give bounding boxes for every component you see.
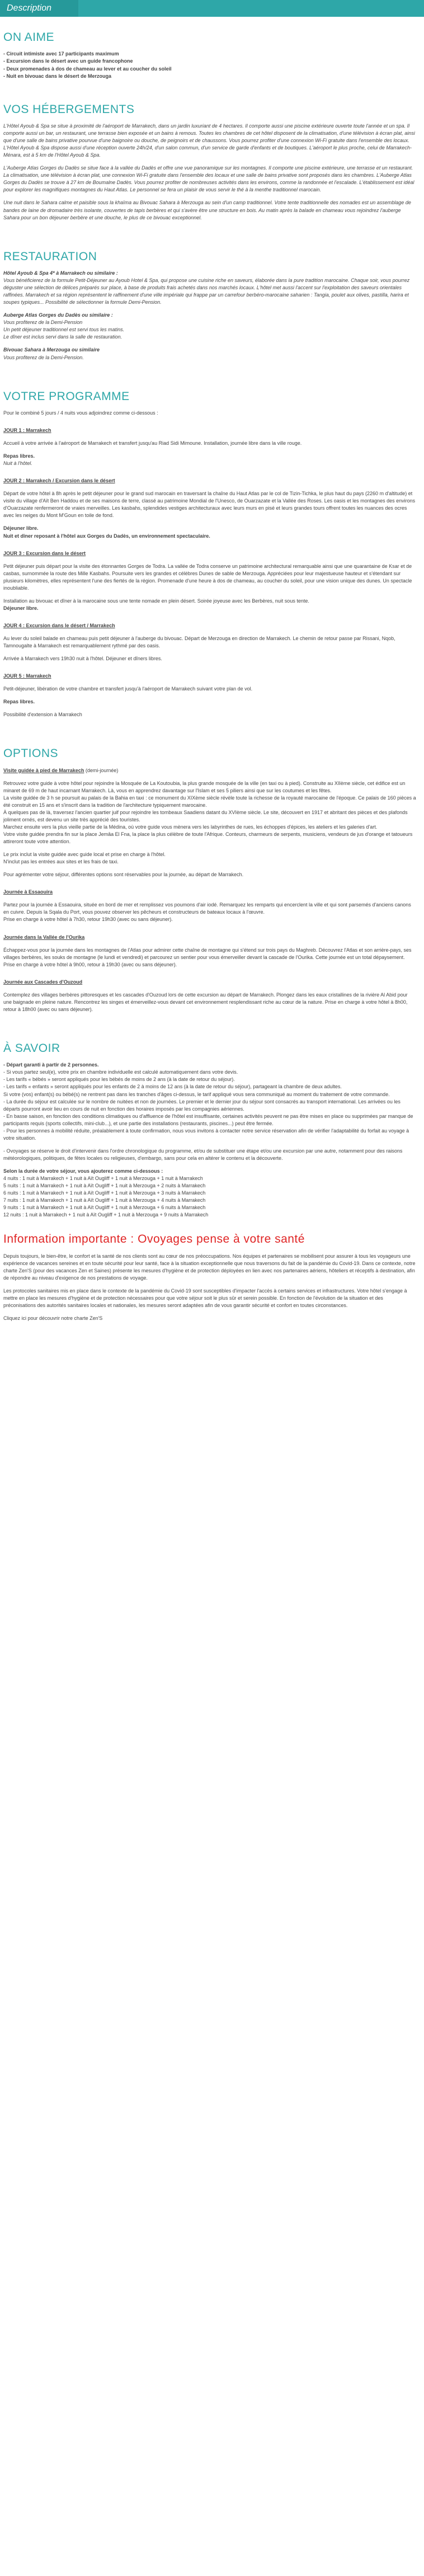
charte-link[interactable]: Cliquez ici pour découvrir notre charte Zen'S <box>3 1315 103 1322</box>
day-5-meals: Repas libres. <box>3 699 35 705</box>
on-aime-list <box>3 50 416 79</box>
day-2-text: Départ de votre hôtel à 8h après le petit déjeuner pour le grand sud marocain en traversant la chaîne du Haut Atlas par le col de Tizin-Tichka, le plus haut du pays (2260 m d'altitude) et visite du village d'Aït Ben Haddou et de ses maisons de terre, classé au patrimoine Mondial de l'Unesco, de Ouarzazate et la Vallée des Roses. Les oasis et les montagnes des environs d'Ouarzazate renfermeront de vraies merveilles. Les kasbahs, splendides vestiges architecturaux avec leurs murs en pisé et leurs grandes tours offrent toutes les nuances des ocres avec les neiges du Mont M'Goun en toile de fond. <box>3 491 416 519</box>
duree-title: Selon la durée de votre séjour, vous ajouterez comme ci-dessous : <box>3 1168 163 1174</box>
day-4-title: JOUR 4 : Excursion dans le désert / Marrakech <box>3 622 115 628</box>
day-4-text: Au lever du soleil balade en chameau puis petit déjeuner à l'auberge du bivouac. Départ de Merzouga en direction de Marrakech. Le chemin de retour passe par Rissani, Nqob, Tamnougalte à Marrakech est remarquablement rythmé par des oasis. <box>3 635 395 648</box>
restauration-bivouac-title: Bivouac Sahara à Merzouga ou similaire <box>3 347 100 353</box>
list-item: - Circuit intimiste avec 17 participants maximum <box>3 51 119 57</box>
savoir-line: - La durée du séjour est calculée sur le nombre de nuitées et non de journées. Le premier et le dernier jour du séjour sont consacrés au transport international. Les arrivées ou les départs pourront avoir lieu en cours de nuit en fonction des horaires imposés par les compagnies aériennes. <box>3 1098 401 1112</box>
day-3-text: Petit déjeuner puis départ pour la visite des étonnantes Gorges de Todra. La vallée de Todra conserve un patrimoine architectural remarquable ainsi que une quarantaine de Ksar et de casbas, surnommée la route des Mille Kasbahs. Poursuite vers les grandes et célèbres Dunes de sable de Merzouga. Appréciées pour leur majestueuse hauteur et s'étendant sur plusieurs kilomètres, elles représentent l'une des fiertés de la région. Promenade d'une heure à dos de chameau, au coucher du soleil, pour une vision unique des dunes. Un spectacle inoubliable. <box>3 563 412 591</box>
option-2-title: Journée à Essaouira <box>3 889 53 895</box>
savoir-line: - En basse saison, en fonction des conditions climatiques ou d'affluence de l'hôtel est insuffisante, certaines activités peuvent ne pas être mises en place ou supprimées par manque de participants requis (sports collectifs, mini-club...), et une partie des installations (restaurants, piscines...) peut être fermée. <box>3 1113 413 1126</box>
option-3-text: Échappez-vous pour la journée dans les montagnes de l'Atlas pour admirer cette chaîne de montagne qui s'étend sur trois pays du Maghreb. Découvrez l'Atlas et son arrière-pays, ses villages berbères, les souks de montagne (le lundi et vendredi) et parcourez un sentier pour vous émerveiller devant la cascade de l'Ourika. Cette journée est un total dépaysement. <box>3 947 412 960</box>
programme-intro: Pour le combiné 5 jours / 4 nuits vous adjoindrez comme ci-dessous : <box>3 410 158 416</box>
option-1-text: La visite guidée de 3 h se poursuit au palais de la Bahia en taxi : ce monument du XIXème siècle révèle toute la richesse de la royauté marocaine de l'époque. Ce palais de 160 pièces a été construit en 15 ans et s'inscrit dans la tradition de l'architecture typiquement marocaine. <box>3 795 416 808</box>
restauration-auberge-title: Auberge Atlas Gorges du Dadès ou similaire : <box>3 312 113 318</box>
bivouac-description: Une nuit dans le Sahara calme et paisible sous la khaïma au Bivouac Sahara à Merzouga au sein d'un camp traditionnel. Votre tente traditionnelle des nomades est un assemblage de bandes de laine de dromadaire très isolante, couvertes de tapis berbères et qui s'avère être une structure en bois. Au matin après la balade en chameau vous rejoindrez l'auberge Sahara pour un bon déjeuner berbère et une douche, le plus de ce bivouac exceptionnel. <box>3 200 411 220</box>
restauration-auberge-line: Vous profiterez de la Demi-Pension <box>3 319 83 326</box>
day-2-lunch: Déjeuner libre. <box>3 525 39 532</box>
duree-line: 9 nuits : 1 nuit à Marrakech + 1 nuit à Aït Ougliff + 1 nuit à Merzouga + 6 nuits à Marrakech <box>3 1205 206 1211</box>
day-3-install: Installation au bivouac et dîner à la marocaine sous une tente nomade en plein désert. Soirée joyeuse avec les Berbères, nuit sous tente. <box>3 598 309 604</box>
day-2-title: JOUR 2 : Marrakech / Excursion dans le désert <box>3 478 115 484</box>
section-title-hebergements: VOS HÉBERGEMENTS <box>3 102 135 116</box>
option-1-text: Retrouvez votre guide à votre hôtel pour rejoindre la Mosquée de La Koutoubia, la plus grande mosquée de la ville (en taxi ou à pied). Construite au XIIème siècle, cet édifice est un minaret de 69 m de haut incarnant Marrakech. Là, vous en apprendrez davantage sur l'Islam et ses 5 piliers ainsi que sur les coutumes et les fêtes. <box>3 780 406 793</box>
restauration-auberge-line: Le dîner est inclus servi dans la salle de restauration. <box>3 334 123 340</box>
section-title-on-aime: ON AIME <box>3 31 55 44</box>
list-item: - Excursion dans le désert avec un guide francophone <box>3 58 133 64</box>
duree-line: 7 nuits : 1 nuit à Marrakech + 1 nuit à Aït Ougliff + 1 nuit à Merzouga + 4 nuits à Marrakech <box>3 1197 206 1204</box>
auberge-atlas-description: L'Auberge Atlas Gorges du Dadès se situe face à la vallée du Dadès et offre une vue panoramique sur les montagnes. Il comporte une piscine extérieure, une terrasse et un restaurant. La climatisation, une télévision à écran plat, une connexion Wi-Fi gratuite dans l'ensemble des locaux et une salle de bains privative sont proposés dans les chambres. L'Auberge Atlas Gorges du Dadès se trouve à 27 km de Boumalne Dadès. Vous pourrez profiter de nombreuses activités dans les environs, comme la randonnée et l'escalade. L'établissement est idéal pour explorer les magnifiques montagnes du Haut Atlas. Le personnel se fera un plaisir de vous servir le thé à la menthe traditionnel marocain. <box>3 165 414 193</box>
restauration-hotel-title: Hôtel Ayoub & Spa 4* à Marrakech ou similaire : <box>3 270 118 276</box>
description-tab[interactable]: Description <box>0 0 78 17</box>
option-4-title: Journée aux Cascades d'Ouzoud <box>3 979 83 985</box>
section-title-information: Information importante : Ovoyages pense à votre santé <box>3 1233 305 1246</box>
savoir-line: - Les tarifs « bébés » seront appliqués pour les bébés de moins de 2 ans (à la date de retour du séjour). <box>3 1077 235 1083</box>
day-3-title: JOUR 3 : Excursion dans le désert <box>3 550 86 556</box>
day-1-night: Nuit à l'hôtel. <box>3 460 32 467</box>
savoir-line: - Départ garanti à partir de 2 personnes. <box>3 1062 99 1068</box>
day-1-text: Accueil à votre arrivée à l'aéroport de Marrakech et transfert jusqu'au Riad Sidi Mimoune. Installation, journée libre dans la ville rouge. <box>3 440 302 446</box>
restauration-hotel-text: Vous bénéficierez de la formule Petit-Déjeuner au Ayoub Hotel & Spa, qui propose une cuisine riche en saveurs, élaborée dans la pure tradition marocaine. Chaque soir, vous pourrez déguster une sélection de délices préparés sur place, à base de produits frais achetés dans nos marchés locaux. L'hôtel met aussi l'accent sur l'exploitation des saveurs orientales raffinées. Marrakech et sa région représentent le raffinement d'une ville impériale qui frappe par un carrefour berbéro-marocaine saharien : Tangia, poulet aux olives, pastilla, harira et soupes typiques... Possibilité de sélectionner la formule Demi-Pension. <box>3 278 410 305</box>
description-header <box>0 0 424 17</box>
duree-line: 6 nuits : 1 nuit à Marrakech + 1 nuit à Aït Ougliff + 1 nuit à Merzouga + 3 nuits à Marrakech <box>3 1190 206 1196</box>
section-title-a-savoir: À SAVOIR <box>3 1041 60 1055</box>
day-5-title: JOUR 5 : Marrakech <box>3 673 51 679</box>
day-3-lunch: Déjeuner libre. <box>3 605 39 611</box>
option-1-text: À quelques pas de là, traversez l'ancien quartier juif pour rejoindre les tombeaux Saadiens datant du XVIème siècle. Le site, découvert en 1917 et abritant des pièces et des plafonds joliment ornés, est devenu un site très apprécié des touristes. <box>3 809 408 822</box>
savoir-line: - Si vous partez seul(e), votre prix en chambre individuelle est calculé automatiquement dans votre devis. <box>3 1069 238 1075</box>
options-extra: Pour agrémenter votre séjour, différentes options sont réservables pour la journée, au départ de Marrakech. <box>3 872 244 878</box>
option-4-text: Contemplez des villages berbères pittoresques et les cascades d'Ouzoud lors de cette excursion au départ de Marrakech. Plongez dans les eaux cristallines de la rivière Al Abid pour une baignade en pleine nature. Rencontrez les singes et émerveillez-vous devant cet environnement resplendissant riche au cœur de la nature. Prise en charge à votre hôtel à 8h00, retour à 18h00 (avec ou sans déjeuner). <box>3 991 408 1012</box>
option-3-pickup: Prise en charge à votre hôtel à 9h00, retour à 19h30 (avec ou sans déjeuner). <box>3 961 177 967</box>
option-2-pickup: Prise en charge à votre hôtel à 7h30, retour 19h30 (avec ou sans déjeuner). <box>3 916 173 923</box>
list-item: - Nuit en bivouac dans le désert de Merzouga <box>3 73 112 79</box>
hotel-ayoub-description: L'Hôtel Ayoub & Spa se situe à proximité de l'aéroport de Marrakech, dans un jardin luxuriant de 4 hectares. Il comporte aussi une piscine extérieure ouverte toute l'année et un spa. Il comporte aussi un bar, un restaurant, une terrasse bien exposée et un bains à remous. Toutes les chambres de cet hôtel disposent de la climatisation, d'une télévision à écran plat, ainsi que d'une salle de bains privative pourvue d'une baignoire ou douche, de peignoirs et de chaussons. Vous pourrez profiter d'une connexion Wi-Fi gratuite dans l'ensemble des locaux. L'Hôtel Ayoub & Spa dispose aussi d'une réception ouverte 24h/24, d'un salon commun, d'un service de garde d'enfants et de boutiques. L'aéroport le plus proche, celui de Marrakech-Ménara, est à 5 km de l'Hôtel Ayoub & Spa. <box>3 123 415 158</box>
duree-line: 5 nuits : 1 nuit à Marrakech + 1 nuit à Aït Ougliff + 1 nuit à Merzouga + 2 nuits à Marrakech <box>3 1183 206 1189</box>
savoir-line: - Ovoyages se réserve le droit d'intervenir dans l'ordre chronologique du programme, et/ou de substituer une étape et/ou une excursion par une autre, notamment pour des raisons météorologiques, politiques, de fêtes locales ou religieuses, d'embargo, sans pour cela en altérer le contenu et la découverte. <box>3 1148 403 1161</box>
info-text: Les protocoles sanitaires mis en place dans le contexte de la pandémie du Covid-19 sont susceptibles d'impacter l'accès à certains services et infrastructures. Votre hôtel s'engage à mettre en place les mesures d'hygiène et de protection nécessaires pour que votre séjour soit le plus sûr et serein possible. En fonction de l'évolution de la situation et des préconisations des autorités sanitaires locales et nationales, les mesures seront adaptées afin de vous garantir sécurité et confort en toutes circonstances. <box>3 1287 407 1308</box>
savoir-line: - Pour les personnes à mobilité réduite, préalablement à toute confirmation, nous vous invitons à contacter notre service réservation afin de vérifier l'adaptabilité du forfait au voyage à votre situation. <box>3 1127 409 1141</box>
section-title-programme: VOTRE PROGRAMME <box>3 389 130 403</box>
day-5-extension: Possibilité d'extension à Marrakech <box>3 712 82 718</box>
option-1-title-suffix: (demi-journée) <box>84 767 119 773</box>
option-1-heading <box>3 767 416 774</box>
restauration-bivouac-text: Vous profiterez de la Demi-Pension. <box>3 354 84 360</box>
day-5-text: Petit-déjeuner, libération de votre chambre et transfert jusqu'à l'aéroport de Marrakech suivant votre plan de vol. <box>3 686 253 692</box>
savoir-line: - Les tarifs « enfants » seront appliqués pour les enfants de 2 à moins de 12 ans (à la date de retour du séjour), partageant la chambre de deux adultes. <box>3 1084 342 1090</box>
option-1-text: Marchez ensuite vers la plus vieille partie de la Médina, où votre guide vous mènera vers les labyrinthes de rues, les échoppes d'épices, les ateliers et les galeries d'art. <box>3 824 378 830</box>
section-title-options: OPTIONS <box>3 747 59 760</box>
option-3-title: Journée dans la Vallée de l'Ourika <box>3 934 85 940</box>
day-2-night: Nuit et dîner reposant à l'hôtel aux Gorges du Dadès, un environnement spectaculaire. <box>3 533 210 539</box>
day-4-arrival: Arrivée à Marrakech vers 19h30 nuit à l'hôtel. Déjeuner et dîners libres. <box>3 656 162 662</box>
day-1-meals: Repas libres. <box>3 453 35 459</box>
option-1-text: Votre visite guidée prendra fin sur la place Jemâa El Fna, la place la plus célèbre de toute l'Afrique. Conteurs, charmeurs de serpents, musiciens, vendeurs de jus d'orange et tatoueurs attireront toute votre attention. <box>3 831 413 845</box>
list-item: - Deux promenades à dos de chameau au lever et au coucher du soleil <box>3 65 172 72</box>
day-1-title: JOUR 1 : Marrakech <box>3 427 51 434</box>
duree-line: 4 nuits : 1 nuit à Marrakech + 1 nuit à Aït Ougliff + 1 nuit à Merzouga + 1 nuit à Marrakech <box>3 1175 203 1181</box>
duree-line: 12 nuits : 1 nuit à Marrakech + 1 nuit à Aït Ougliff + 1 nuit à Merzouga + 9 nuits à Marrakech <box>3 1212 209 1218</box>
option-2-text: Partez pour la journée à Essaouira, située en bord de mer et remplissez vos poumons d'air iodé. Remarquez les remparts qui encerclent la ville et qui sont parsemés d'anciens canons en cuivre. Depuis la Sqala du Port, vous pouvez observer les pêcheurs et constructeurs de bateaux locaux à l'œuvre. <box>3 902 411 915</box>
section-title-restauration: RESTAURATION <box>3 250 97 263</box>
option-1-exclusions: N'inclut pas les entrées aux sites et les frais de taxi. <box>3 859 119 865</box>
restauration-auberge-line: Un petit déjeuner traditionnel est servi tous les matins. <box>3 327 125 333</box>
info-text: Depuis toujours, le bien-être, le confort et la santé de nos clients sont au cœur de nos préoccupations. Nos équipes et partenaires se mobilisent pour assurer à tous les voyageurs une expérience de vacances sereines et en toute sécurité pour leur santé, face à la situation exceptionnelle que nous traversons du fait de la pandémie du Covid-19. Dans ce contexte, notre charte Zen'S (pour des vacances Zen et Saines) présente les mesures d'hygiène et de protection déployées en lien avec nos partenaires aériens, hôteliers et réceptifs à destination, afin de répondre au niveau d'exigence de nos prestations de voyage. <box>3 1253 416 1281</box>
option-1-price: Le prix inclut la visite guidée avec guide local et prise en charge à l'hôtel. <box>3 852 166 858</box>
savoir-line: Si votre (vos) enfant(s) ou bébé(s) ne rentrent pas dans les tranches d'âges ci-dessus, le tarif appliqué vous sera communiqué au moment du traitement de votre commande. <box>3 1091 390 1097</box>
option-1-title: Visite guidée à pied de Marrakech <box>3 767 84 773</box>
description-content <box>0 29 424 1322</box>
